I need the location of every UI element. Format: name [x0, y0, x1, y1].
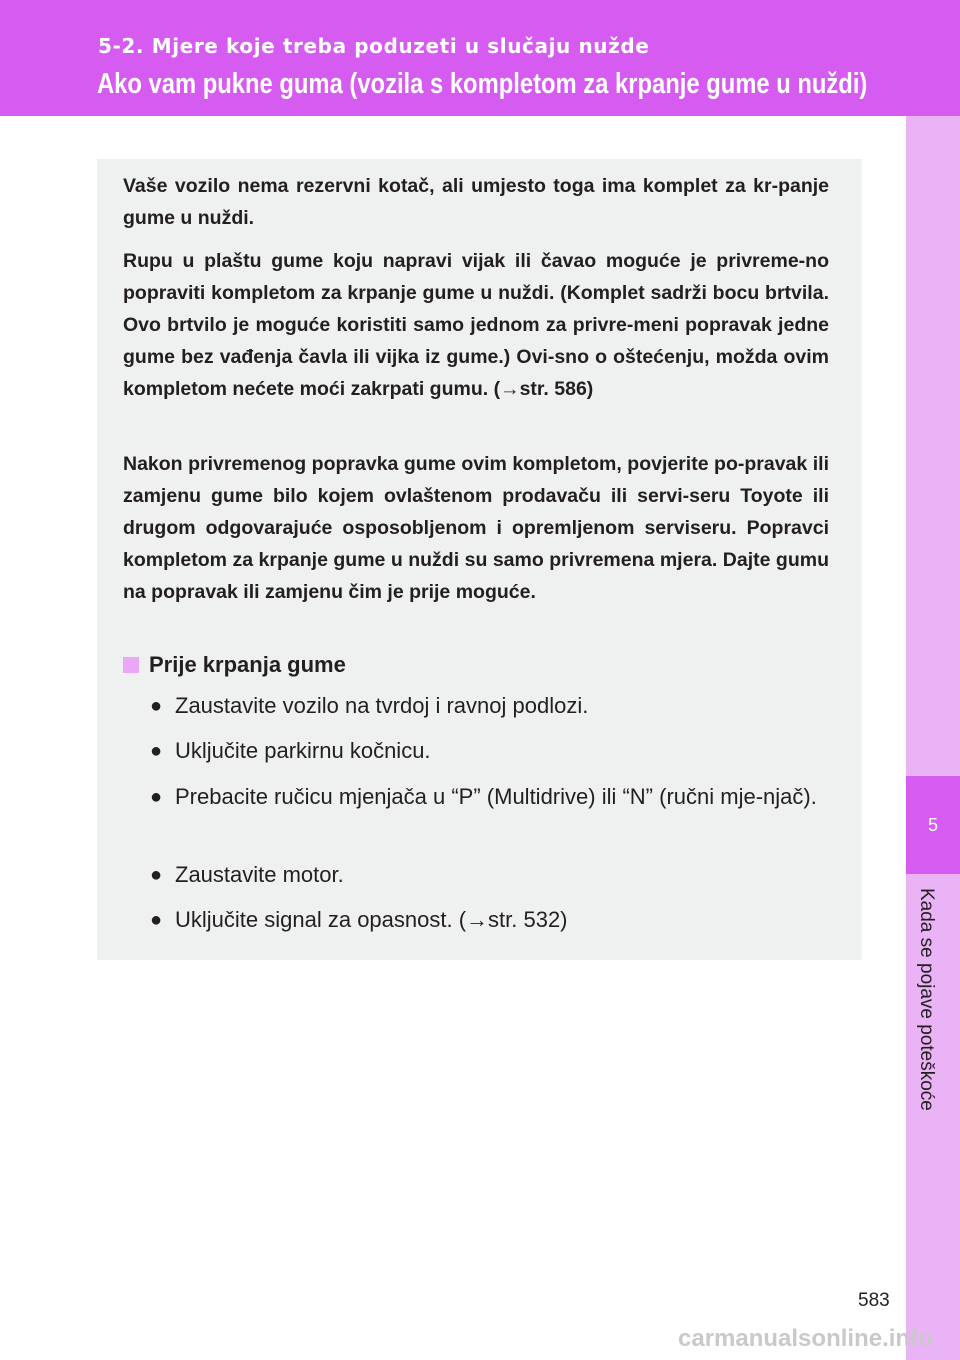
square-bullet-icon — [123, 657, 139, 673]
list-item-text: Uključite parkirnu kočnicu. — [175, 738, 431, 763]
list-item-text: Prebacite ručicu mjenjača u “P” (Multidrive) ili “N” (ručni mje-njač). — [175, 784, 817, 809]
list-item-text: Uključite signal za opasnost. (→str. 532) — [175, 907, 568, 932]
page-heading: Ako vam pukne guma (vozila s kompletom za krpanje gume u nuždi) — [97, 68, 868, 100]
page-header — [0, 0, 960, 116]
list-item — [150, 690, 829, 722]
section-title: 5-2. Mjere koje treba poduzeti u slučaju nužde — [98, 34, 650, 58]
bullet-dot-icon: ● — [150, 864, 163, 886]
subheading-text: Prije krpanja gume — [149, 652, 346, 677]
list-item — [150, 735, 829, 767]
list-item-text: Zaustavite motor. — [175, 862, 344, 887]
bullet-dot-icon: ● — [150, 695, 163, 717]
watermark: carmanualsonline.info — [678, 1325, 933, 1352]
repair-info-paragraph: Rupu u plaštu gume koju napravi vijak ili čavao moguće je privreme-no popraviti kompletom za krpanje gume u nuždi. (Komplet sadrži bocu brtvila. Ovo brtvilo je moguće koristiti samo jednom za privre-meni popravak jedne gume bez vađenja čavla ili vijka iz gume.) Ovi-sno o oštećenju, možda ovim kompletom nećete moći zakrpati gumu. (→str. 586) — [123, 250, 829, 400]
list-item-text: Zaustavite vozilo na tvrdoj i ravnoj podlozi. — [175, 693, 589, 718]
chapter-side-tab — [906, 116, 960, 1360]
bullet-dot-icon: ● — [150, 786, 163, 808]
page-number: 583 — [858, 1290, 890, 1311]
list-item — [150, 859, 829, 891]
list-item — [150, 781, 829, 813]
list-item — [150, 904, 829, 936]
subheading — [123, 652, 346, 678]
after-repair-paragraph: Nakon privremenog popravka gume ovim kompletom, povjerite po-pravak ili zamjenu gume bilo kojem ovlaštenom prodavaču ili servi-seru Toyote ili drugom odgovarajuće osposobljenom i opremljenom serviseru. Popravci kompletom za krpanje gume u nuždi su samo privremena mjera. Dajte gumu na popravak ili zamjenu čim je prije moguće. — [123, 453, 829, 603]
bullet-dot-icon: ● — [150, 909, 163, 931]
chapter-title: Kada se pojave poteškoće — [916, 888, 937, 1111]
intro-paragraph: Vaše vozilo nema rezervni kotač, ali umjesto toga ima komplet za kr-panje gume u nuždi. — [123, 175, 829, 229]
chapter-number: 5 — [906, 776, 960, 874]
bullet-dot-icon: ● — [150, 740, 163, 762]
